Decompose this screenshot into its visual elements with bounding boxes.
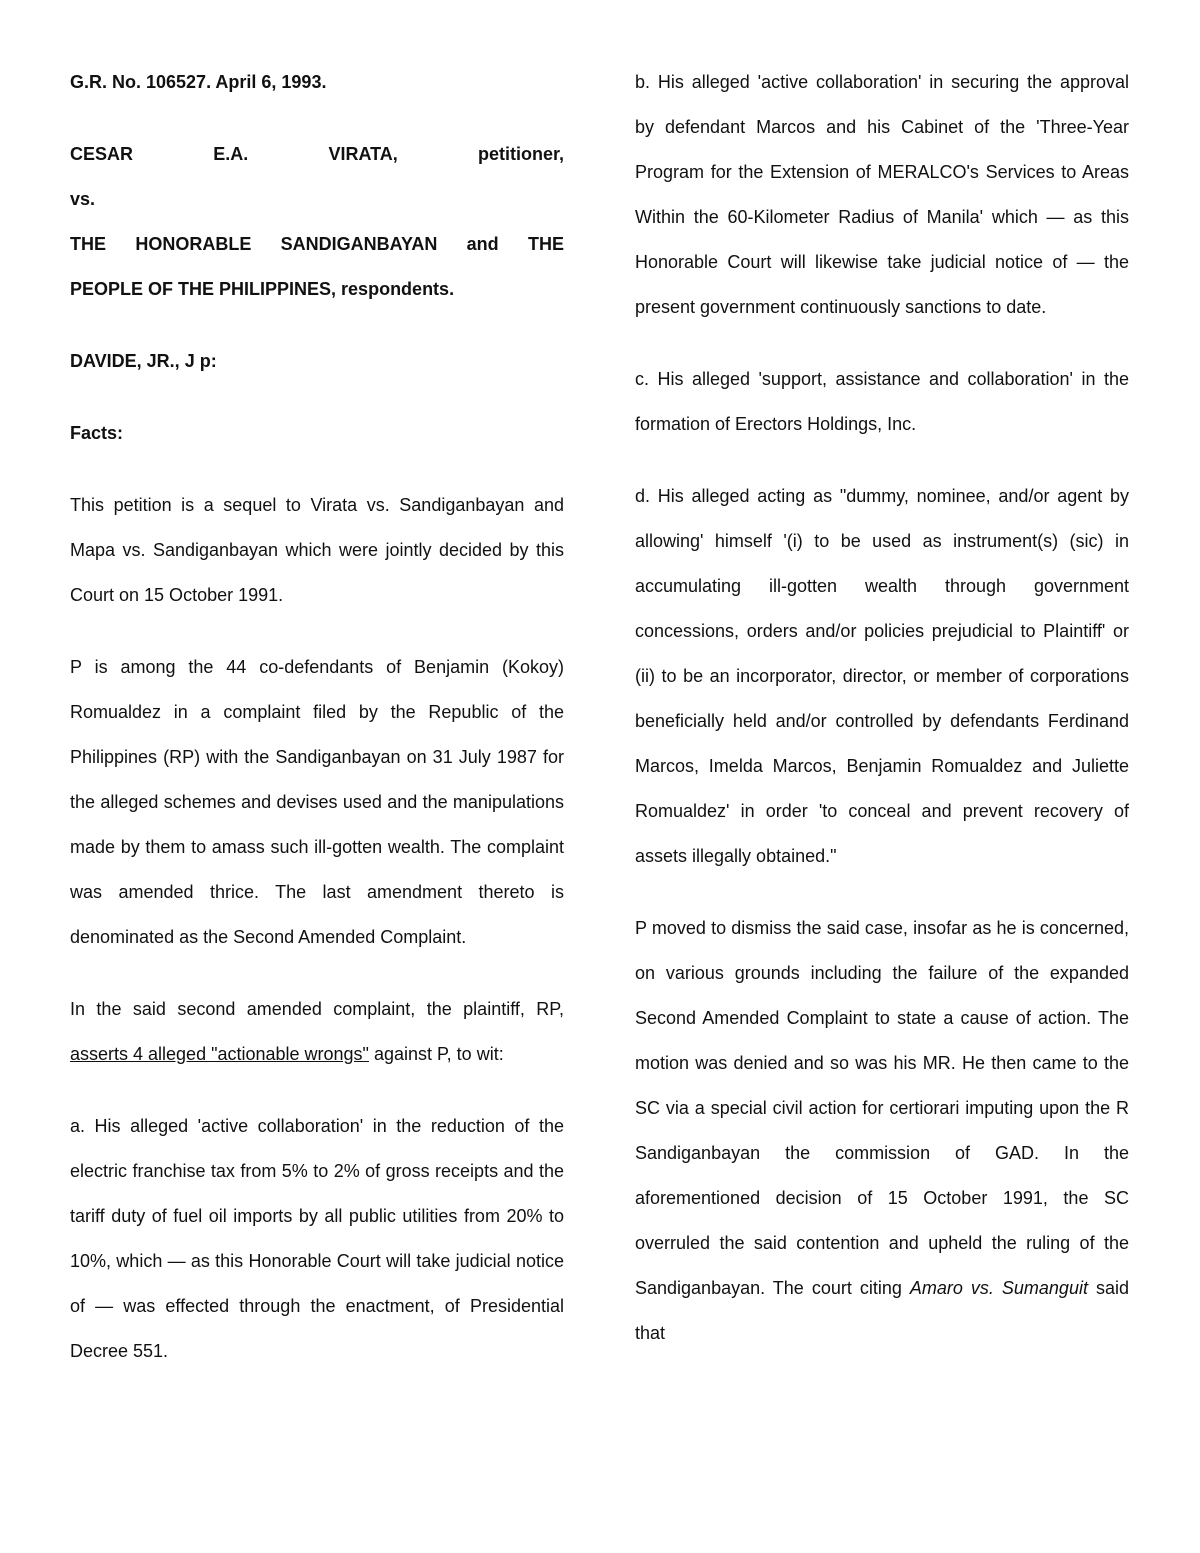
case-number: G.R. No. 106527. April 6, 1993. — [70, 72, 327, 92]
item-d: d. His alleged acting as "dummy, nominee, and/or agent by allowing' himself '(i) to be used as instrument(s) (sic) in accumulating ill-gotten wealth through government concessions, orders and/or policies prejudicial to Plaintiff' or (ii) to be an incorporator, director, or member of corporations beneficially held and/or controlled by defendants Ferdinand Marcos, Imelda Marcos, Benjamin Romualdez and Juliette Romualdez' in order 'to conceal and prevent recovery of assets illegally obtained." — [635, 486, 1129, 866]
item-c: c. His alleged 'support, assistance and collaboration' in the formation of Erectors Holdings, Inc. — [635, 369, 1129, 434]
respondents-line-2: PEOPLE OF THE PHILIPPINES, respondents. — [70, 279, 455, 299]
petitioner-line — [70, 132, 564, 177]
right-column — [635, 60, 1129, 1356]
petitioner-role: petitioner, — [477, 144, 564, 164]
respondents-line-1: THE HONORABLE SANDIGANBAYAN and THE — [70, 234, 564, 254]
paragraph-complaint: P is among the 44 co-defendants of Benjamin (Kokoy) Romualdez in a complaint filed by the Republic of the Philippines (RP) with the Sandiganbayan on 31 July 1987 for the alleged schemes and devises used and the manipulations made by them to amass such ill-gotten wealth. The complaint was amended thrice. The last amendment thereto is denominated as the Second Amended Complaint. — [70, 657, 564, 947]
versus: vs. — [70, 189, 96, 209]
paragraph-actionable-wrongs-end: against P, to wit: — [368, 1044, 504, 1064]
ponente: DAVIDE, JR., J p: — [70, 351, 217, 371]
item-a: a. His alleged 'active collaboration' in the reduction of the electric franchise tax from 5% to 2% of gross receipts and the tariff duty of fuel oil imports by all public utilities from 20% to 10%, which — as this Honorable Court will take judicial notice of — was effected through the enactment, of Presidential Decree 551. — [70, 1116, 564, 1361]
paragraph-motion-end: said that — [635, 1278, 1129, 1343]
actionable-wrongs-underlined: asserts 4 alleged "actionable wrongs" — [70, 1044, 369, 1064]
facts-heading: Facts: — [70, 423, 124, 443]
parties-block — [70, 132, 564, 312]
paragraph-actionable-wrongs — [70, 987, 564, 1077]
petitioner-name-first: CESAR — [70, 144, 134, 164]
paragraph-motion — [635, 906, 1129, 1356]
paragraph-sequel: This petition is a sequel to Virata vs. Sandiganbayan and Mapa vs. Sandiganbayan which were jointly decided by this Court on 15 October 1991. — [70, 495, 564, 605]
amaro-case-citation: Amaro vs. Sumanguit — [909, 1278, 1088, 1298]
item-b: b. His alleged 'active collaboration' in securing the approval by defendant Marcos and his Cabinet of the 'Three-Year Program for the Extension of MERALCO's Services to Areas Within the 60-Kilometer Radius of Manila' which — as this Honorable Court will likewise take judicial notice of — the present government continuously sanctions to date. — [635, 72, 1129, 317]
paragraph-motion-start: P moved to dismiss the said case, insofar as he is concerned, on various grounds including the failure of the expanded Second Amended Complaint to state a cause of action. The motion was denied and so was his MR. He then came to the SC via a special civil action for certiorari imputing upon the R Sandiganbayan the commission of GAD. In the aforementioned decision of 15 October 1991, the SC overruled the said contention and upheld the ruling of the Sandiganbayan. The court citing — [635, 918, 1129, 1298]
petitioner-name-last: VIRATA, — [328, 144, 398, 164]
petitioner-name-middle: E.A. — [213, 144, 249, 164]
left-column — [70, 60, 564, 1374]
paragraph-actionable-wrongs-start: In the said second amended complaint, the plaintiff, RP, — [70, 999, 564, 1019]
